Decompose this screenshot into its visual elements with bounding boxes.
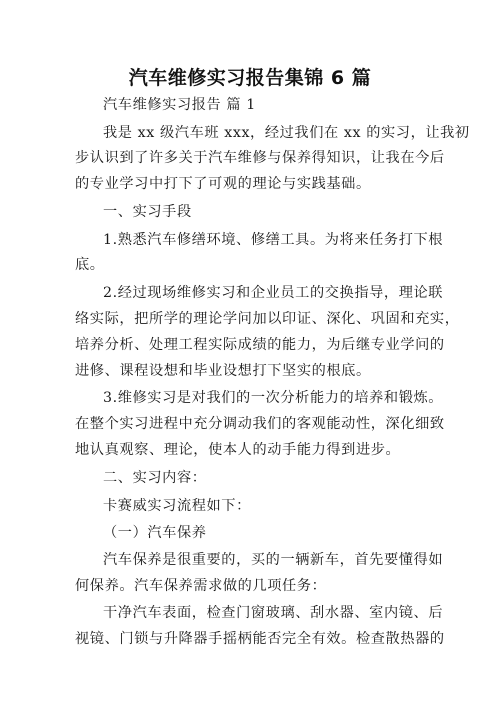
paragraph-line: 卡赛威实习流程如下： bbox=[103, 498, 251, 514]
paragraph-line: 步认识到了许多关于汽车维修与保养得知识，让我在今后 bbox=[75, 150, 445, 166]
paragraph-line: 2.经过现场维修实习和企业员工的交换指导，理论联 bbox=[103, 285, 444, 301]
paragraph-line: 在整个实习进程中充分调动我们的客观能动性，深化细致 bbox=[75, 416, 445, 432]
paragraph-line: 的专业学习中打下了可观的理论与实践基础。 bbox=[75, 176, 371, 192]
paragraph-line: 何保养。汽车保养需求做的几项任务： bbox=[75, 578, 327, 594]
section-heading: 汽车维修实习报告 篇 1 bbox=[103, 97, 256, 113]
paragraph-line: 汽车保养是很重要的，买的一辆新车，首先要懂得如 bbox=[103, 552, 444, 568]
paragraph-line: 地认真观察、理论，使本人的动手能力得到进步。 bbox=[75, 442, 401, 458]
paragraph-line: 干净汽车表面，检查门窗玻璃、刮水器、室内镜、后 bbox=[103, 605, 444, 621]
paragraph-line: 视镜、门锁与升降器手摇柄能否完全有效。检查散热器的 bbox=[75, 631, 445, 647]
paragraph-line: 进修、课程设想和毕业设想打下坚实的根底。 bbox=[75, 363, 371, 379]
document-title: 汽车维修实习报告集锦 6 篇 bbox=[128, 67, 372, 89]
paragraph-line: 底。 bbox=[75, 257, 105, 273]
section-heading: 一、实习手段 bbox=[103, 204, 192, 220]
paragraph-line: 1.熟悉汽车修缮环境、修缮工具。为将来任务打下根 bbox=[103, 232, 444, 248]
paragraph-line: 我是 xx 级汽车班 xxx，经过我们在 xx 的实习，让我初 bbox=[103, 125, 470, 141]
paragraph-line: 络实际，把所学的理论学问加以印证、深化、巩固和充实， bbox=[75, 311, 460, 327]
paragraph-line: 3.维修实习是对我们的一次分析能力的培养和锻炼。 bbox=[103, 390, 444, 406]
paragraph-line: 培养分析、处理工程实际成绩的能力，为后继专业学问的 bbox=[75, 337, 445, 353]
subsection-heading: （一）汽车保养 bbox=[103, 525, 207, 541]
section-heading: 二、实习内容： bbox=[103, 470, 207, 486]
